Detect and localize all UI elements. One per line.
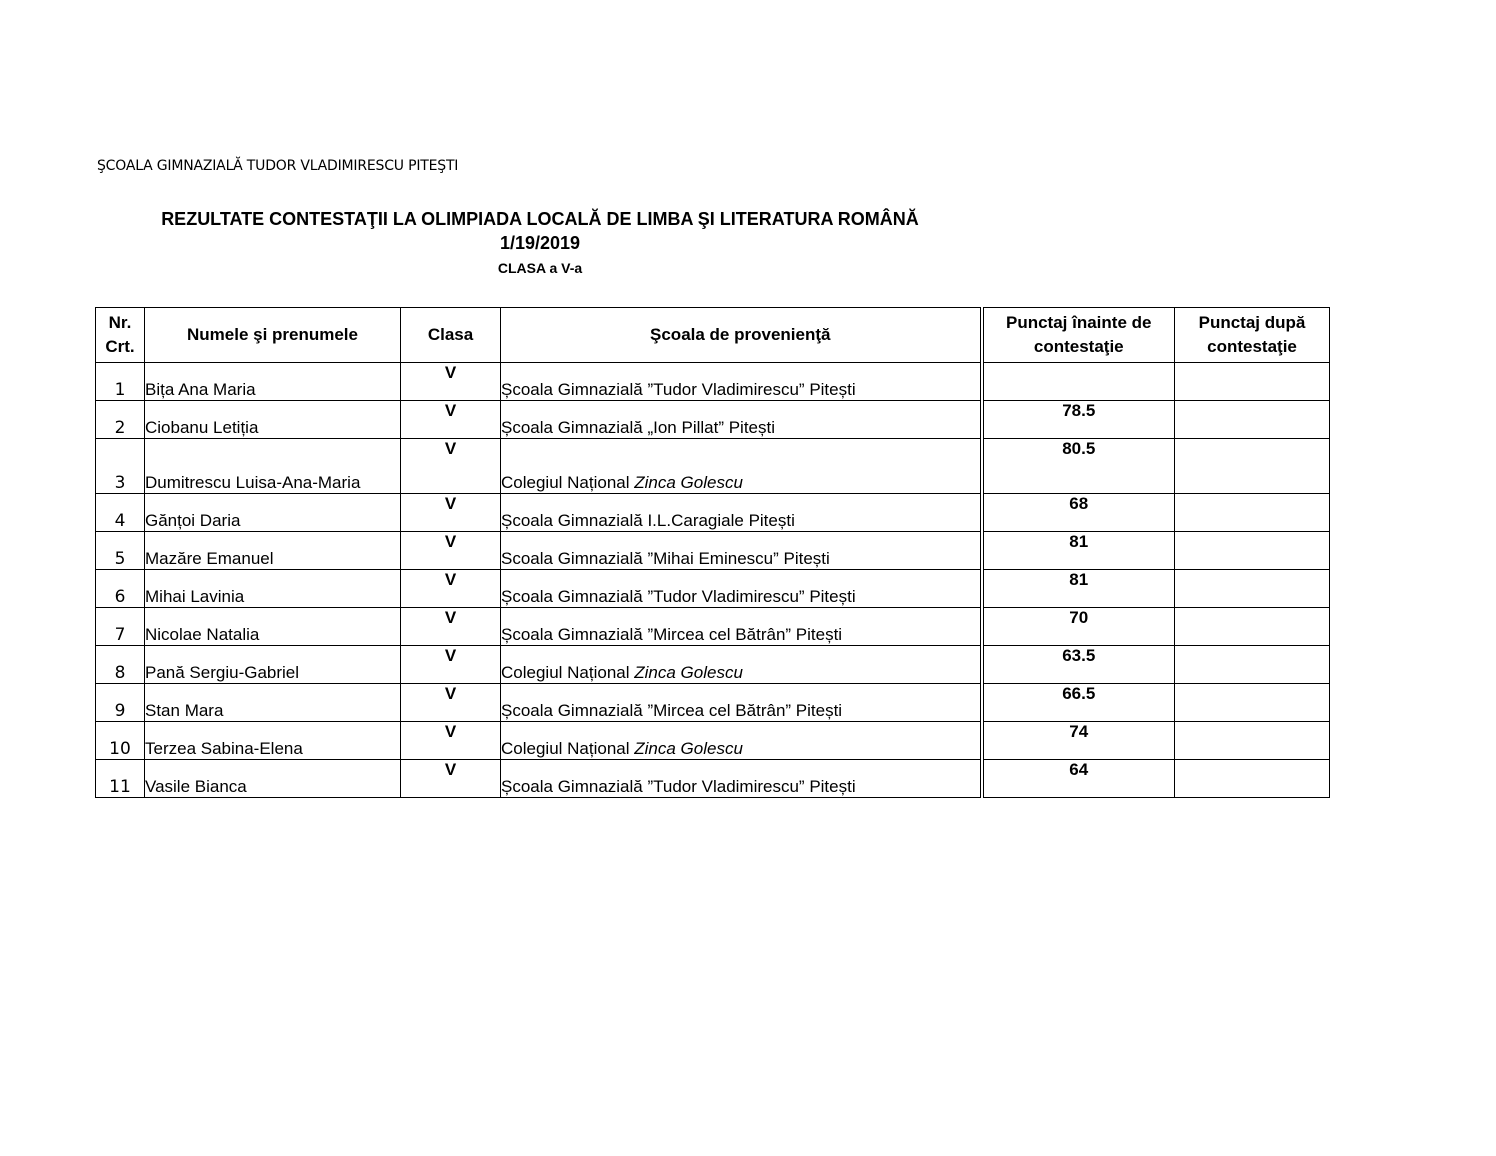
school-name-text: Colegiul Național [501, 739, 635, 758]
school-name [501, 684, 982, 722]
score-before: 74 [982, 722, 1175, 760]
student-name: Ciobanu Letiția [145, 401, 401, 439]
school-name [501, 646, 982, 684]
score-after [1175, 722, 1330, 760]
student-class: V [401, 608, 501, 646]
title-date: 1/19/2019 [499, 233, 581, 253]
student-name: Terzea Sabina-Elena [145, 722, 401, 760]
row-number: 8 [96, 646, 145, 684]
table-row [96, 363, 1330, 401]
student-name: Stan Mara [145, 684, 401, 722]
student-class: V [401, 532, 501, 570]
score-before: 68 [982, 494, 1175, 532]
school-name-text: Școala Gimnazială „Ion Pillat” Pitești [501, 418, 776, 437]
page-title: REZULTATE CONTESTAŢII LA OLIMPIADA LOCALĂ DE LIMBA ŞI LITERATURA ROMÂNĂ [161, 209, 919, 229]
score-after [1175, 532, 1330, 570]
student-class: V [401, 684, 501, 722]
score-after [1175, 494, 1330, 532]
table-row [96, 439, 1330, 494]
school-name-text: Scoala Gimnazială ”Mihai Eminescu” Pitești [501, 549, 830, 568]
student-class: V [401, 494, 501, 532]
row-number: 4 [96, 494, 145, 532]
school-name-text: Colegiul Național [501, 663, 635, 682]
row-number: 11 [96, 760, 145, 798]
school-name [501, 722, 982, 760]
row-number: 1 [96, 363, 145, 401]
school-name-text: Școala Gimnazială ”Mircea cel Bătrân” Pitești [501, 625, 843, 644]
header-score-before: Punctaj înainte de contestaţie [982, 308, 1175, 363]
row-number: 2 [96, 401, 145, 439]
table-row [96, 684, 1330, 722]
school-name [501, 494, 982, 532]
score-after [1175, 363, 1330, 401]
school-name-text: Școala Gimnazială ”Tudor Vladimirescu” Pitești [501, 587, 856, 606]
table-row [96, 646, 1330, 684]
table-row [96, 722, 1330, 760]
school-name-italic: Zinca Golescu [634, 739, 743, 758]
table-row [96, 570, 1330, 608]
score-before: 81 [982, 570, 1175, 608]
school-name-italic: Zinca Golescu [634, 473, 743, 492]
header-school: Şcoala de provenienţă [501, 308, 982, 363]
header-nr: Nr. Crt. [96, 308, 145, 363]
row-number: 5 [96, 532, 145, 570]
student-class: V [401, 722, 501, 760]
table-body [96, 363, 1330, 798]
score-after [1175, 684, 1330, 722]
score-after [1175, 646, 1330, 684]
score-before: 64 [982, 760, 1175, 798]
score-after [1175, 760, 1330, 798]
student-name: Nicolae Natalia [145, 608, 401, 646]
student-name: Pană Sergiu-Gabriel [145, 646, 401, 684]
score-before: 80.5 [982, 439, 1175, 494]
score-after [1175, 570, 1330, 608]
student-class: V [401, 363, 501, 401]
score-before: 78.5 [982, 401, 1175, 439]
row-number: 9 [96, 684, 145, 722]
student-name: Mihai Lavinia [145, 570, 401, 608]
table-header-row [96, 308, 1330, 363]
school-name-italic: Zinca Golescu [634, 663, 743, 682]
table-row [96, 401, 1330, 439]
student-class: V [401, 401, 501, 439]
school-header: ŞCOALA GIMNAZIALĂ TUDOR VLADIMIRESCU PITEŞTI [97, 158, 459, 174]
results-table [95, 307, 1330, 798]
student-name: Mazăre Emanuel [145, 532, 401, 570]
school-name [501, 532, 982, 570]
school-name [501, 760, 982, 798]
header-class: Clasa [401, 308, 501, 363]
school-name-text: Școala Gimnazială ”Mircea cel Bătrân” Pitești [501, 701, 843, 720]
score-after [1175, 439, 1330, 494]
score-after [1175, 401, 1330, 439]
score-before: 81 [982, 532, 1175, 570]
score-before: 66.5 [982, 684, 1175, 722]
table-row [96, 532, 1330, 570]
student-name: Gănțoi Daria [145, 494, 401, 532]
row-number: 7 [96, 608, 145, 646]
student-class: V [401, 570, 501, 608]
school-name [501, 363, 982, 401]
score-after [1175, 608, 1330, 646]
school-name-text: Școala Gimnazială ”Tudor Vladimirescu” Pitești [501, 777, 856, 796]
school-name [501, 439, 982, 494]
score-before: 63.5 [982, 646, 1175, 684]
school-name-text: Școala Gimnazială ”Tudor Vladimirescu” Pitești [501, 380, 856, 399]
header-name: Numele şi prenumele [145, 308, 401, 363]
student-name: Vasile Bianca [145, 760, 401, 798]
student-class: V [401, 646, 501, 684]
student-class: V [401, 439, 501, 494]
school-name-text: Colegiul Național [501, 473, 635, 492]
school-name [501, 401, 982, 439]
student-class: V [401, 760, 501, 798]
table-row [96, 494, 1330, 532]
school-name [501, 570, 982, 608]
row-number: 6 [96, 570, 145, 608]
header-score-after: Punctaj după contestaţie [1175, 308, 1330, 363]
row-number: 3 [96, 439, 145, 494]
title-block [120, 207, 960, 281]
school-name [501, 608, 982, 646]
student-name: Dumitrescu Luisa-Ana-Maria [145, 439, 401, 494]
school-name-text: Școala Gimnazială I.L.Caragiale Pitești [501, 511, 795, 530]
score-before: 70 [982, 608, 1175, 646]
title-class: CLASA a V-a [497, 260, 583, 276]
student-name: Bița Ana Maria [145, 363, 401, 401]
table-row [96, 760, 1330, 798]
row-number: 10 [96, 722, 145, 760]
score-before [982, 363, 1175, 401]
table-row [96, 608, 1330, 646]
